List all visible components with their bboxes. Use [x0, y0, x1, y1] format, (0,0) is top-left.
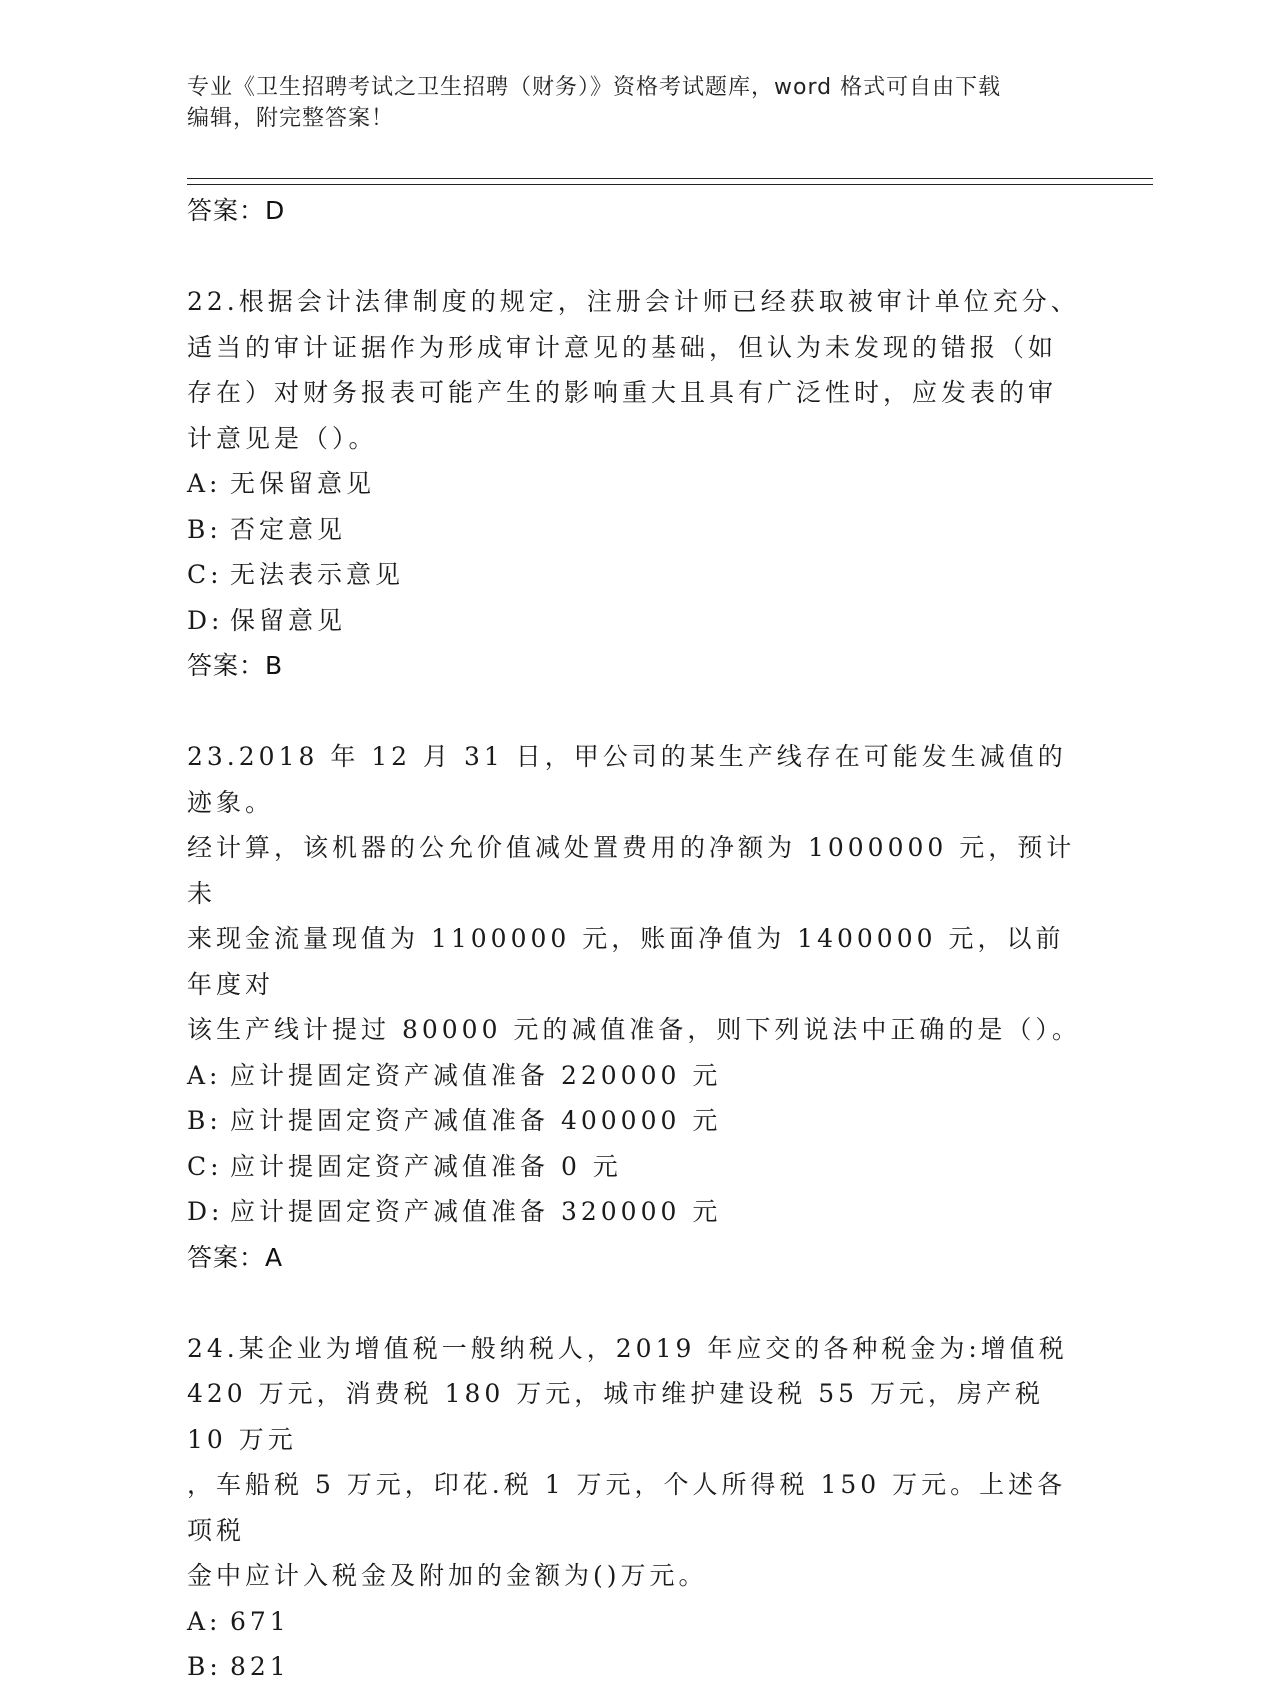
option-text: 无保留意见: [230, 469, 376, 498]
option-a: [187, 1599, 1087, 1645]
question-stem: [187, 279, 1087, 461]
header-line-1: 专业《卫生招聘考试之卫生招聘（财务）》资格考试题库，word 格式可自由下载: [187, 75, 1002, 100]
answer-q22: 答案：B: [187, 651, 284, 680]
option-a: [187, 1053, 1087, 1099]
stem-line: 22.根据会计法律制度的规定，注册会计师已经获取被审计单位充分、: [187, 287, 1080, 316]
option-letter: C:: [187, 1151, 223, 1181]
question-24: [187, 1326, 1087, 1690]
option-c: [187, 552, 1087, 598]
header-divider-top: [187, 178, 1153, 179]
stem-line: 适当的审计证据作为形成审计意见的基础，但认为未发现的错报（如: [187, 332, 1058, 362]
option-text: 应计提固定资产减值准备 320000 元: [230, 1197, 722, 1226]
stem-line: 来现金流量现值为 1100000 元，账面净值为 1400000 元，以前年度对: [187, 924, 1065, 999]
option-b: [187, 507, 1087, 553]
option-c: [187, 1144, 1087, 1190]
stem-line: 24.某企业为增值税一般纳税人，2019 年应交的各种税金为:增值税: [187, 1333, 1068, 1363]
document-body: [187, 188, 1087, 1690]
answer-q21: 答案：D: [187, 196, 286, 225]
option-letter: A:: [187, 1606, 222, 1636]
option-text: 应计提固定资产减值准备 400000 元: [230, 1106, 722, 1135]
option-text: 671: [230, 1606, 290, 1636]
stem-line: 该生产线计提过 80000 元的减值准备，则下列说法中正确的是（）。: [187, 1015, 1081, 1044]
option-text: 821: [230, 1652, 290, 1681]
option-d: [187, 1189, 1087, 1235]
document-header: [187, 72, 1087, 134]
question-stem: [187, 734, 1087, 1053]
option-letter: A:: [187, 1060, 222, 1090]
header-divider-bottom: [187, 184, 1153, 185]
option-a: [187, 461, 1087, 507]
option-d: [187, 598, 1087, 644]
option-letter: B:: [187, 1652, 222, 1681]
question-23: [187, 734, 1087, 1281]
question-stem: [187, 1326, 1087, 1599]
option-text: 否定意见: [230, 514, 347, 544]
stem-line: 经计算，该机器的公允价值减处置费用的净额为 1000000 元，预计未: [187, 833, 1076, 908]
stem-line: 金中应计入税金及附加的金额为()万元。: [187, 1561, 708, 1590]
option-letter: B:: [187, 1106, 222, 1135]
stem-line: ，车船税 5 万元，印花.税 1 万元，个人所得税 150 万元。上述各项税: [187, 1470, 1067, 1545]
option-letter: B:: [187, 514, 222, 544]
stem-line: 23.2018 年 12 月 31 日，甲公司的某生产线存在可能发生减值的迹象。: [187, 742, 1067, 817]
option-letter: D:: [187, 605, 224, 635]
option-letter: C:: [187, 560, 223, 589]
option-text: 无法表示意见: [230, 560, 405, 589]
option-text: 应计提固定资产减值准备 220000 元: [230, 1060, 722, 1090]
answer-q23: 答案：A: [187, 1242, 284, 1272]
option-letter: D:: [187, 1197, 224, 1226]
stem-line: 计意见是（）。: [187, 423, 378, 453]
option-letter: A:: [187, 469, 222, 498]
option-text: 应计提固定资产减值准备 0 元: [230, 1151, 622, 1181]
option-text: 保留意见: [230, 605, 347, 635]
stem-line: 存在）对财务报表可能产生的影响重大且具有广泛性时，应发表的审: [187, 378, 1058, 407]
question-22: [187, 279, 1087, 689]
header-line-2: 编辑，附完整答案！: [187, 106, 395, 131]
option-b: [187, 1098, 1087, 1144]
stem-line: 420 万元，消费税 180 万元，城市维护建设税 55 万元，房产税 10 万元: [187, 1379, 1044, 1454]
option-b: [187, 1644, 1087, 1690]
